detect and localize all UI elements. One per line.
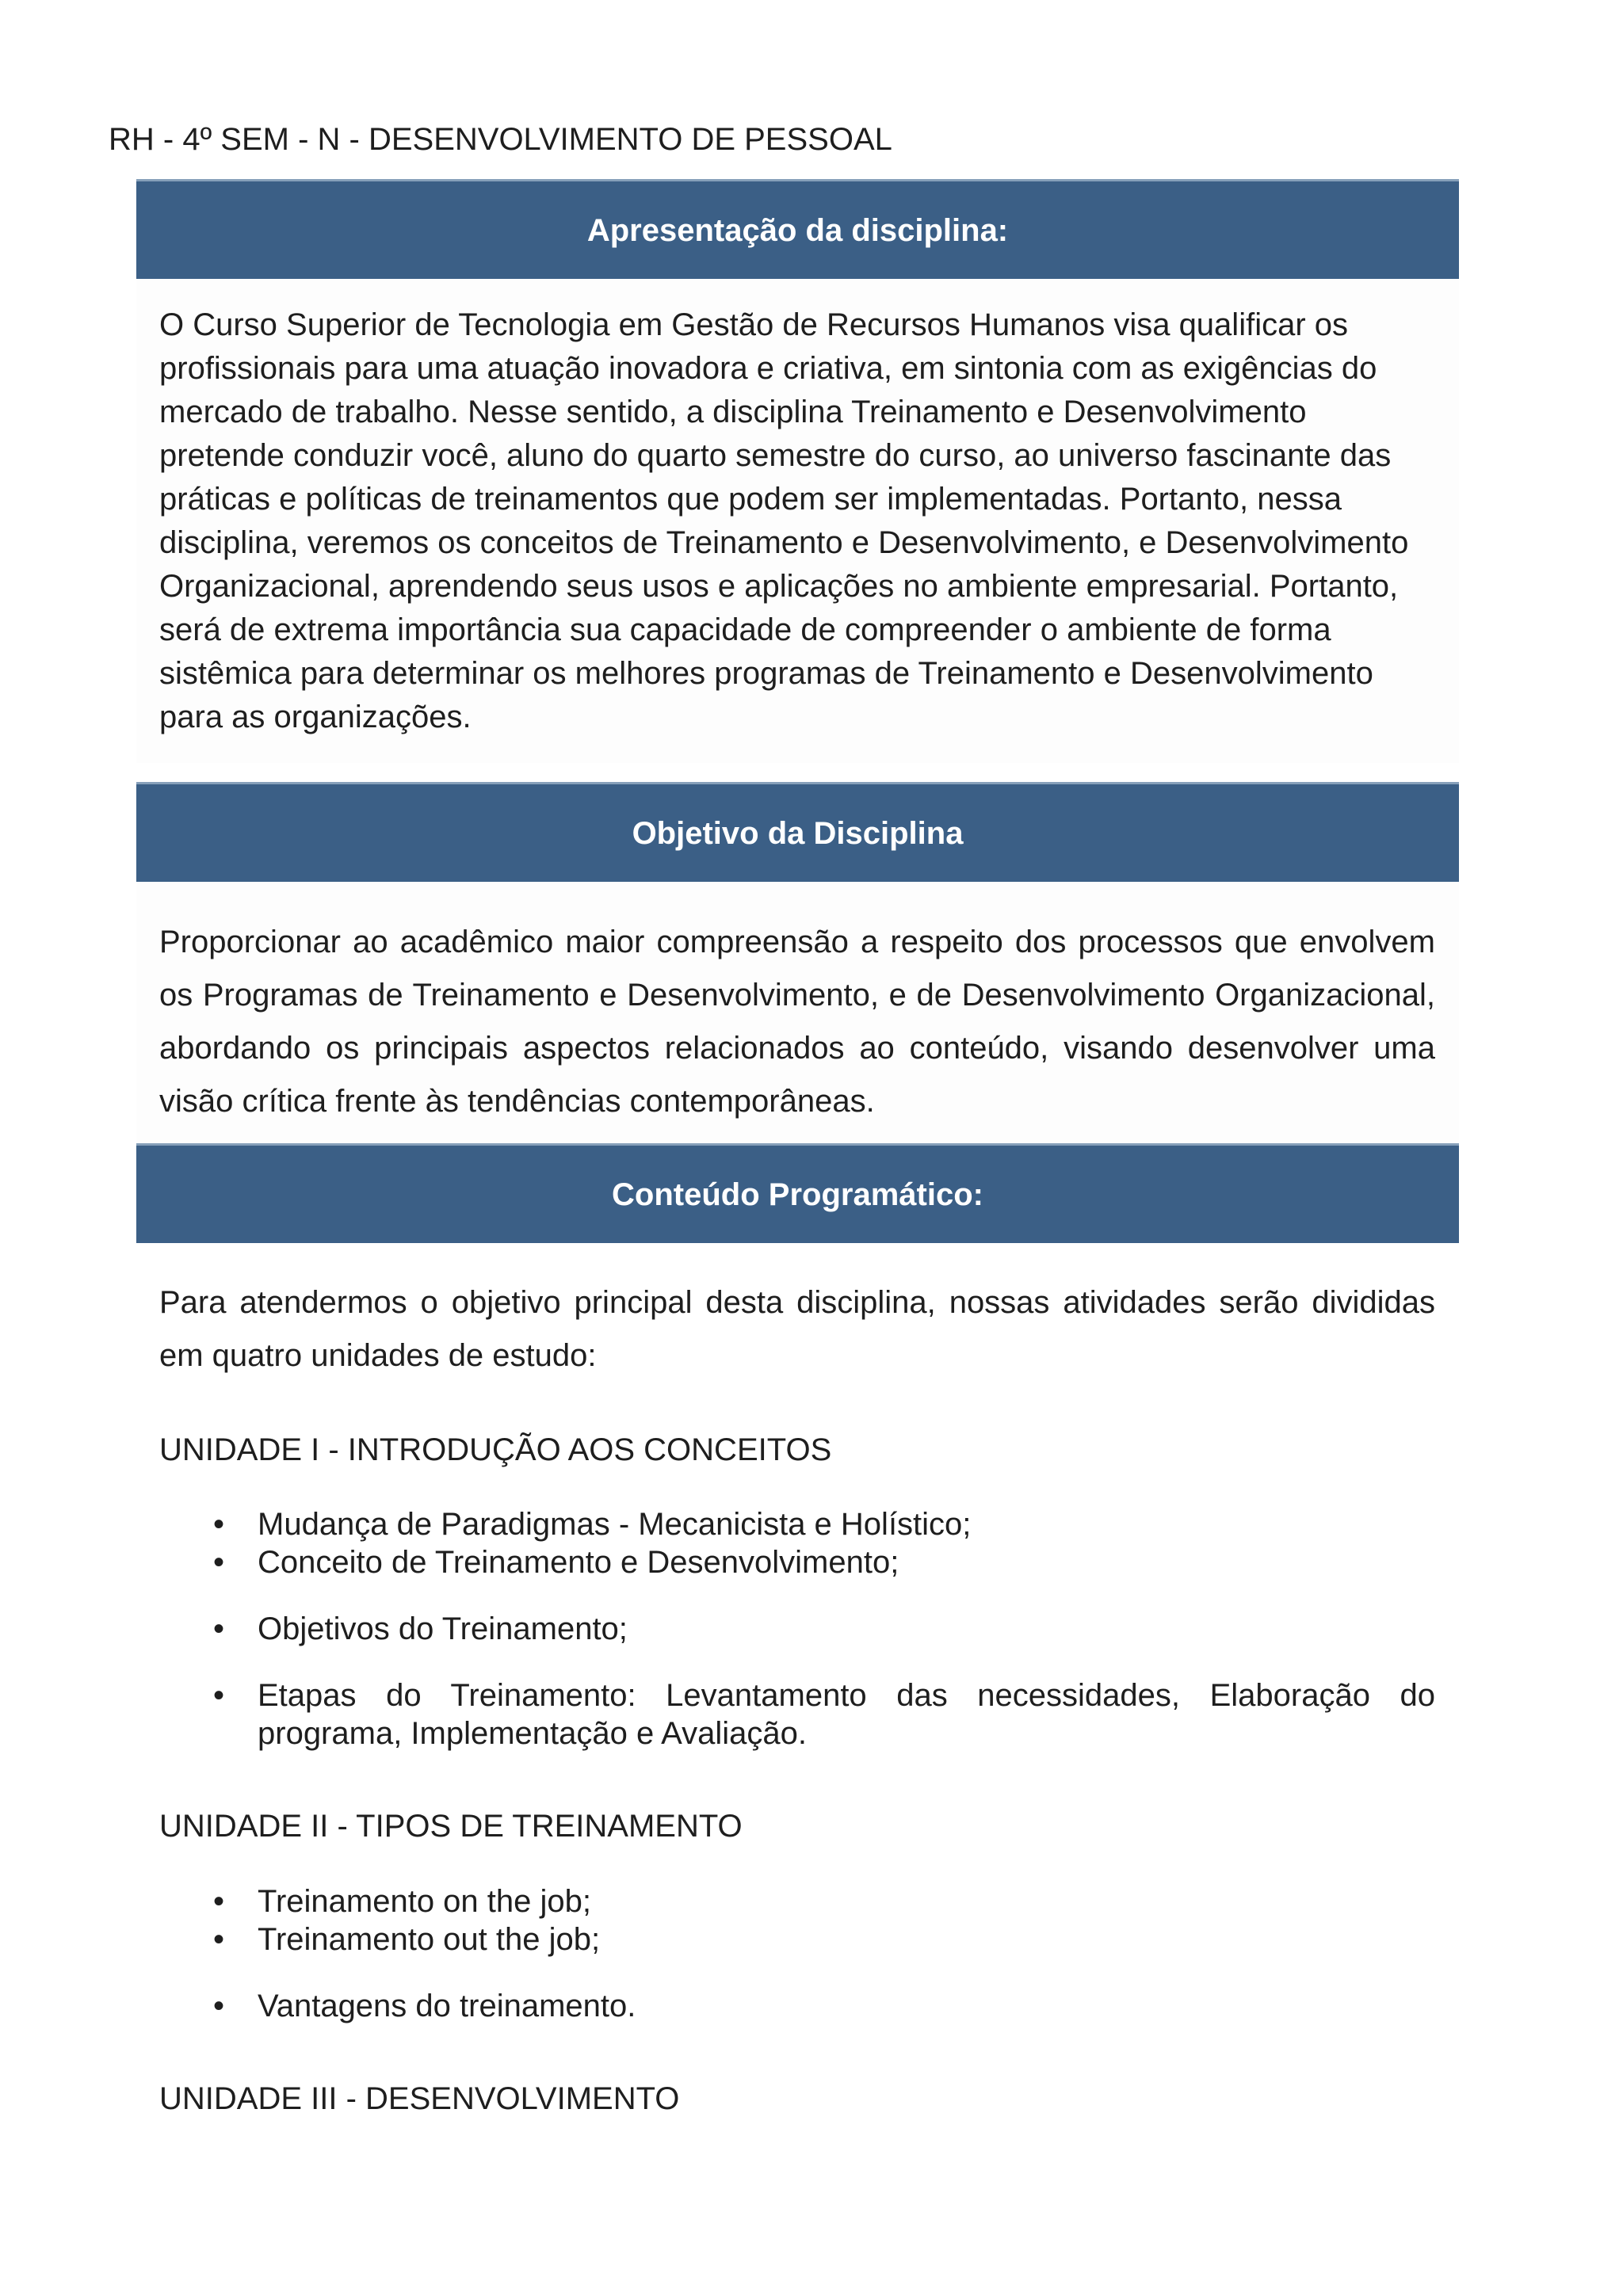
objetivo-text: Proporcionar ao acadêmico maior compreensão a respeito dos processos que envolvem os Programas de Treinamento e Desenvolvimento, e de Desenvolvimento Organizacional, abordando os principais aspectos relacionados ao conteúdo, visando desenvolver uma visão crítica frente às tendências contemporâneas. [159, 925, 1435, 1119]
section-heading-text: Conteúdo Programático: [612, 1177, 983, 1212]
section-heading-conteudo [136, 1143, 1459, 1243]
unit-heading: UNIDADE I - INTRODUÇÃO AOS CONCEITOS [159, 1432, 832, 1467]
page-title: RH - 4º SEM - N - DESENVOLVIMENTO DE PESSOAL [109, 122, 892, 157]
bullet-icon: • [212, 1922, 224, 1957]
list-item [159, 1505, 1435, 1543]
bullet-icon: • [212, 1884, 224, 1919]
bullet-icon: • [212, 1611, 224, 1646]
list-item-text: Mudança de Paradigmas - Mecanicista e Holístico; [258, 1507, 972, 1542]
bullet-icon: • [212, 1989, 224, 2023]
section-heading-text: Apresentação da disciplina: [586, 212, 1009, 248]
list-item [159, 1543, 1435, 1581]
list-item-text: Etapas do Treinamento: Levantamento das necessidades, Elaboração do programa, Implementação e Avaliação. [258, 1678, 1435, 1751]
bullet-icon: • [212, 1545, 224, 1580]
list-item-text: Treinamento out the job; [258, 1922, 601, 1957]
list-item [159, 1987, 1435, 2025]
section-heading-objetivo [136, 782, 1459, 882]
list-item-text: Treinamento on the job; [258, 1884, 591, 1919]
conteudo-intro-text: Para atendermos o objetivo principal desta disciplina, nossas atividades serão divididas em quatro unidades de estudo: [159, 1285, 1435, 1373]
bullet-icon: • [212, 1507, 224, 1542]
unit-heading: UNIDADE II - TIPOS DE TREINAMENTO [159, 1809, 743, 1844]
list-item [159, 1882, 1435, 1920]
list-item-text: Objetivos do Treinamento; [258, 1611, 628, 1646]
bullet-icon: • [212, 1678, 224, 1713]
unit-heading: UNIDADE III - DESENVOLVIMENTO [159, 2081, 680, 2116]
section-heading-apresentacao [136, 179, 1459, 279]
section-heading-text: Objetivo da Disciplina [632, 815, 964, 851]
list-item [159, 1610, 1435, 1648]
list-item-text: Conceito de Treinamento e Desenvolvimento; [258, 1545, 899, 1580]
list-item [159, 1920, 1435, 1958]
apresentacao-text: O Curso Superior de Tecnologia em Gestão de Recursos Humanos visa qualificar os profissionais para uma atuação inovadora e criativa, em sintonia com as exigências do mercado de trabalho. Nesse sentido, a disciplina Treinamento e Desenvolvimento pretende conduzir você, aluno do quarto semestre do curso, ao universo fascinante das práticas e políticas de treinamentos que podem ser implementadas. Portanto, nessa disciplina, veremos os conceitos de Treinamento e Desenvolvimento, e Desenvolvimento Organizacional, aprendendo seus usos e aplicações no ambiente empresarial. Portanto, será de extrema importância sua capacidade de compreender o ambiente de forma sistêmica para determinar os melhores programas de Treinamento e Desenvolvimento para as organizações. [159, 307, 1409, 734]
list-item [159, 1676, 1435, 1753]
list-item-text: Vantagens do treinamento. [258, 1989, 636, 2023]
